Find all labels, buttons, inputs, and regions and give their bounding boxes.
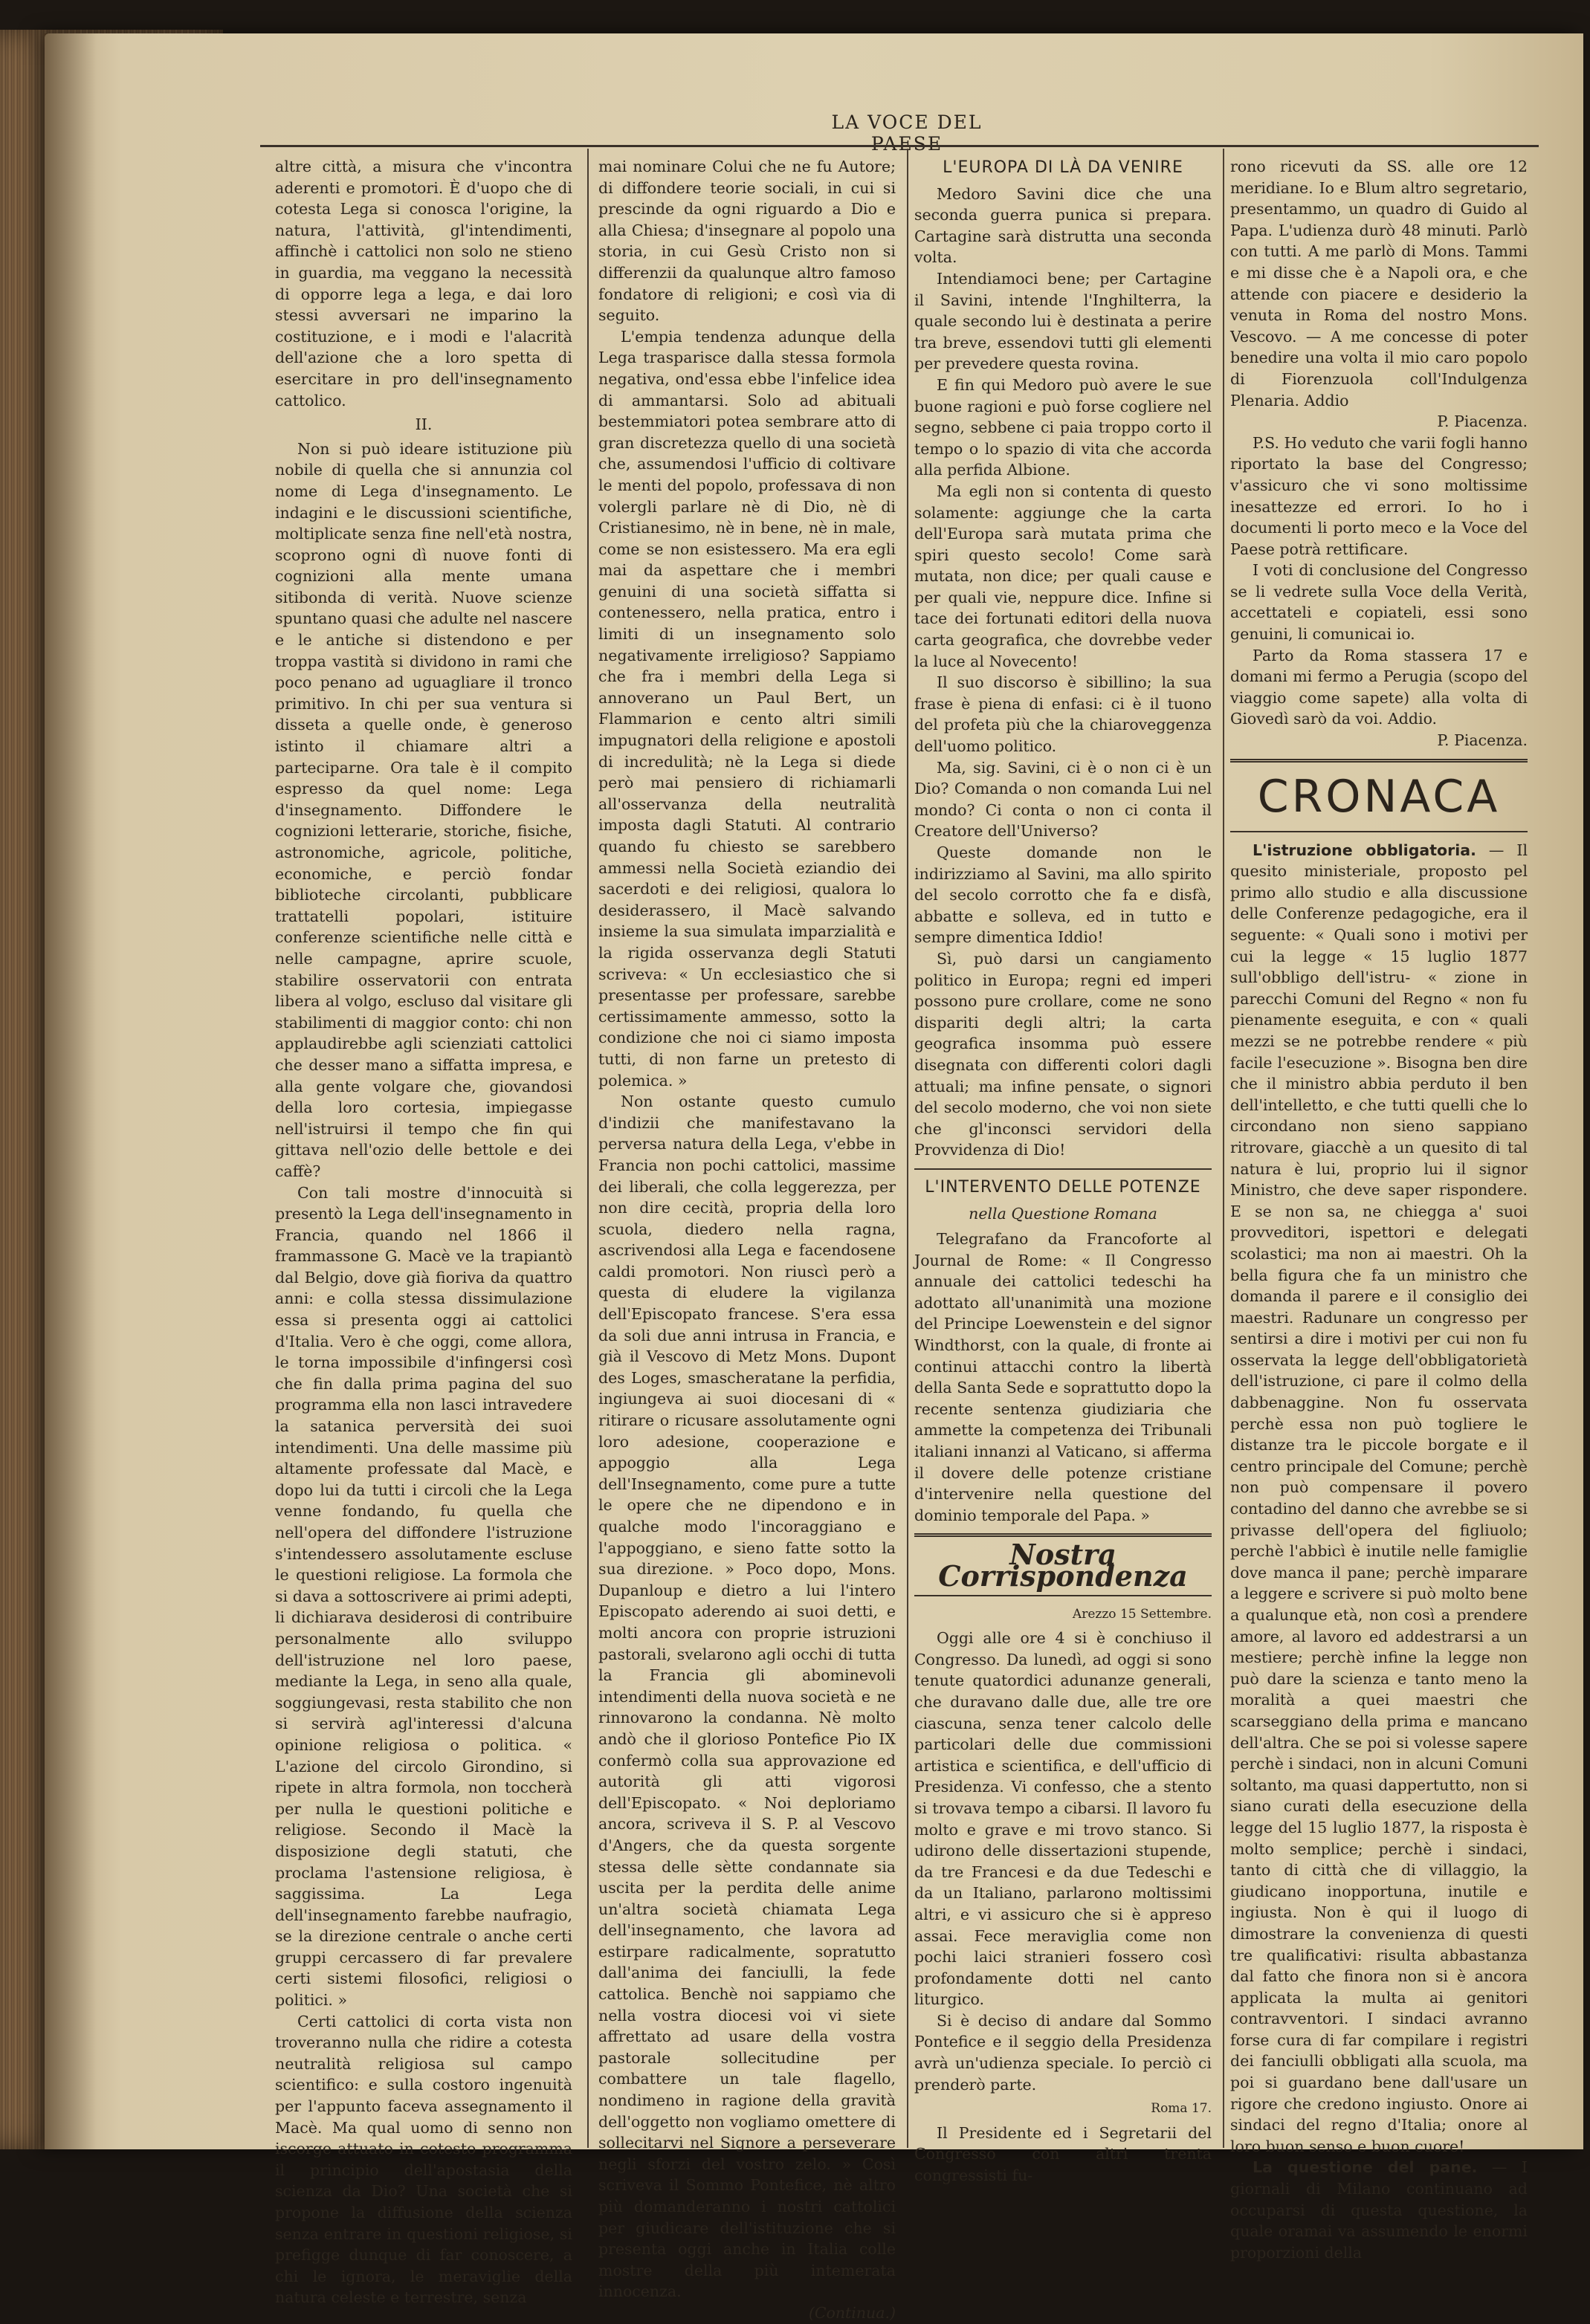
section-number: II. [415,415,433,434]
signature-2: P. Piacenza. [1437,731,1528,750]
europa-paragraph-2: Intendiamoci bene; per Cartagine il Savini, intende l'Inghilterra, la quale secondo lui è destinata a perire tra breve, essendovi tutti gli elementi per prevedere questa rovina. [914,269,1212,373]
col4-paragraph-1: rono ricevuti da SS. alle ore 12 meridiane. Io e Blum altro segretario, presentammo, un quadro di Guido al Papa. L'udienza durò 48 minuti. Parlò con tutti. A me parlò di Mons. Tammi e mi disse che è a Napoli ora, e che attende con piacere e desiderio la venuta in Roma del nostro Mons. Vescovo. — A me concesse di poter benedire una volta il mio caro popolo di Fiorenzuola coll'Indulgenza Plenaria. Addio [1230,158,1528,410]
corrispondenza-paragraph-1: Oggi alle ore 4 si è conchiuso il Congresso. Da lunedì, ad oggi si sono tenute quatordici adunanze generali, che duravano dalle due, alle tre ore ciascuna, senza tener calcolo delle particolari delle due commissioni artistica e scientifica, e dell'ufficio di Presidenza. Vi confesso, che a stento si trovava tempo a cibarsi. Il lavoro fu molto e grave e mi trovo stanco. Si udirono delle dissertazioni stupende, da tre Francesi e da due Tedeschi e da un Italiano, parlarono moltissimi altri, e vi assicuro che si è appreso assai. Fece meraviglia come non pochi laici stranieri fossero così profondamente dotti nel canto liturgico. [914,1629,1212,2009]
column-rule-1 [587,149,589,2148]
cronaca-text-istruzione: — Il quesito ministeriale, proposto pel primo allo studio e alla discussione delle Conferenze pedagogiche, era il seguente: « Quali sono i motivi per cui la legge « 15 luglio 1877 sull'obbligo dell'istru- « zione in parecchi Comuni del Regno « non fu pienamente eseguita, e con « quali mezzi se ne potrebbe rendere « più facile l'esecuzione ». Bisogna ben dire che il ministro abbia perduto il ben dell'intelletto, e che tutti quelli che lo circondano non sieno sappiano ritrovare, giacchè a un quesito di tal natura è lui, proprio lui il signor Ministro, che deve saper rispondere. E se non sa, ne chiegga a' suoi provveditori, ispettori e delegati scolastici; ma non ai maestri. Oh la bella figura che fa un ministro che domanda il parere e il consiglio dei maestri. Radunare un congresso per sentirsi a dire i motivi per cui non fu osservata la legge dell'obbligatorietà dell'istruzione, ci pare il colmo della dabbenaggine. Non fu osservata perchè essa non può togliere le distanze tra le piccole borgate e il centro principale del Comune; perchè non può compensare il povero contadino del danno che avrebbe se si privasse dell'opera del figliuolo; perchè l'abbicì è inutile nelle famiglie dove manca il pane; perchè imparare a leggere e scrivere si può molto bene a qualunque età, non così a prendere amore, al lavoro ed addestrarsi a un mestiere; perchè infine la legge non può dare la scienza e tanto meno la moralità a quei maestri che scarseggiano della prima e mancano dell'altra. Che se poi si volesse sapere perchè i sindaci, non in alcuni Comuni soltanto, ma quasi dappertutto, non si siano curati della esecuzione della legge del 15 luglio 1877, la risposta è molto semplice; perchè i sindaci, tanto di città che di villaggio, la giudicano inopportuna, inutile e ingiusta. Non è qui il luogo di dimostrare la convenienza di questi tre qualificativi: risulta abbastanza dal fatto che finora non si è ancora applicata la multa ai genitori contravventori. I sindaci avranno forse cura di far compilare i registri dei fanciulli obbligati alla scuola, ma poi si guardano bene dall'usare un rigore che credono ingiusto. Onore ai sindaci del regno d'Italia; onore al loro buon senso e buon cuore! [1230,841,1528,2155]
page-header: LA VOCE DEL PAESE [831,111,983,155]
corrispondenza-paragraph-2: Si è deciso di andare dal Sommo Pontefice e il seggio della Presidenza avrà un'udienza speciale. Io perciò ci prenderò parte. [914,2011,1212,2094]
column-2 [598,156,896,2322]
intervento-paragraph-1: Telegrafano da Francoforte al Journal de Rome: « Il Congresso annuale dei cattolici tedeschi ha adottato all'unanimità una mozione del Principe Loewenstein e del signor Windthorst, con la quale, di fronte ai continui attacchi contro la libertà della Santa Sede e soprattutto dopo la recente sentenza giudiziaria che ammette la competenza dei Tribunali italiani innanzi al Vaticano, si afferma il dovere delle potenze cristiane d'intervenire nella questione del dominio temporale del Papa. » [914,1230,1212,1524]
column-3 [914,156,1212,2185]
cronaca-text-pane: — I giornali di Milano continuano ad occuparsi di questa questione, la quale oramai va assumendo le enormi proporzioni della [1230,2158,1528,2262]
col1-paragraph-4: Certi cattolici di corta vista non troveranno nulla che ridire a cotesta neutralità religiosa sul campo scientifico: e sulla costoro ingenuità per l'appunto faceva assegnamento il Macè. Ma qual uomo di senno non iscorge attuato in cotesto programma il principio dell'apostasia della scienza da Dio? Una società che si propone la diffusione della scienza senza entrare in questioni religiose, si prefigge dunque di far conoscere, a chi le ignora, le meraviglie della natura celeste e terrestre, senza [275,2012,572,2307]
europa-paragraph-7: Queste domande non le indirizziamo al Savini, ma allo spirito del secolo corrotto che fa e disfà, abbatte e solleva, ed in tutto e sempre dimentica Iddio! [914,844,1212,947]
article-divider-double [914,1533,1212,1537]
article-subtitle-intervento: nella Questione Romana [969,1204,1157,1223]
cronaca-item-pane [1230,2157,1528,2263]
cronaca-item-istruzione [1230,840,1528,2158]
column-1 [275,156,572,2307]
europa-paragraph-1: Medoro Savini dice che una seconda guerra punica si prepara. Cartagine sarà distrutta una seconda volta. [914,184,1212,267]
header-rule [260,145,1539,147]
col4-paragraph-voti: I voti di conclusione del Congresso se li vedrete sulla Voce della Verità, accettateli e copiateli, essi sono genuini, li comunicai io. [1230,561,1528,644]
europa-paragraph-4: Ma egli non si contenta di questo solamente: aggiunge che la carta dell'Europa sarà mutata prima che spiri questo secolo! Come sarà mutata, non dice; per quali cause e per quali vie, neppure dice. Infine si tace dei fortunati editori della nuova carta geografica, che dovrebbe veder la luce al Novecento! [914,482,1212,670]
col1-paragraph-3: Con tali mostre d'innocuità si presentò la Lega dell'insegnamento in Francia, quando nel 1866 il frammassone G. Macè ve la trapiantò dal Belgio, dove già fioriva da quattro anni: e colla stessa dissimulazione essa si presenta oggi ai cattolici d'Italia. Vero è che oggi, come allora, le torna impossibile d'infingersi così che fin dalla prima pagina del suo programma ella non lasci intravedere la satanica perversità dei suoi intendimenti. Una delle massime più altamente professate dal Macè, e dopo lui da tutti i circoli che la Lega venne fondando, fu quella che nell'opera del diffondere l'istruzione s'intendessero assolutamente escluse le questioni religiose. La formola che si dava a sottoscrivere ai primi adepti, li dichiarava desiderosi di contribuire personalmente allo sviluppo dell'istruzione nel loro paese, mediante la Lega, in seno alla quale, soggiungevasi, resta stabilito che non si servirà agl'interessi d'alcuna opinione religiosa o politica. « L'azione del circolo Girondino, si ripete in altra formola, non toccherà per nulla le questioni politiche e religiose. Secondo il Macè la disposizione degli statuti, che proclama l'astensione religiosa, è saggissima. La Lega dell'insegnamento farebbe naufragio, se la direzione centrale o anche certi gruppi cercassero di far prevalere certi sistemi filosofici, religiosi o politici. » [275,1183,572,2010]
col2-paragraph-1: mai nominare Colui che ne fu Autore; di diffondere teorie sociali, in cui si prescinde da ogni riguardo a Dio e alla Chiesa; d'insegnare al popolo una storia, in cui Gesù Cristo non si differenzii da qualunque altro famoso fondatore di religioni; e così via di seguito. [598,158,896,325]
cronaca-divider [1230,759,1528,763]
article-title-intervento: L'INTERVENTO DELLE POTENZE [925,1177,1201,1197]
europa-paragraph-8: Sì, può darsi un cangiamento politico in Europa; regni ed imperi possono pure crollare, come ne sono dispariti degli altri; la carta geografica insomma può essere disegnata con differenti colori dagli attuali; ma infine pensate, o signori del secolo moderno, che voi non siete che gl'inconsci servidori della Provvidenza di Dio! [914,949,1212,1159]
col1-paragraph-1: altre città, a misura che v'incontra aderenti e promotori. È d'uopo che di cotesta Lega si conosca l'origine, la natura, l'attività, gl'intendimenti, affinchè i cattolici non solo ne stieno in guardia, ma veggano la necessità di opporre lega a lega, e dai loro stessi avversari ne imparino la costituzione, e i modi e l'alacrità dell'azione che a loro spetta di esercitare in pro dell'insegnamento cattolico. [275,158,572,410]
europa-paragraph-3: E fin qui Medoro può avere le sue buone ragioni e può forse cogliere nel segno, sebbene ci paia troppo corto il tempo o lo spazio di vita che accorda alla perfida Albione. [914,375,1212,479]
column-4 [1230,156,1528,2262]
col2-paragraph-2: L'empia tendenza adunque della Lega trasparisce dalla stessa formola negativa, ond'essa ebbe l'infelice idea di ammantarsi. Solo ad abituali bestemmiatori potea sembrare atto di gran discretezza quello di una società che, assumendosi l'ufficio di coltivare le menti del popolo, professava di non volergli parlare nè di Dio, nè di Cristianesimo, nè in bene, nè in male, come se non esistessero. Ma era egli mai da aspettare che i membri genuini di una società siffatta si contenessero, nella pratica, entro i limiti di un insegnamento solo negativamente irreligioso? Sappiamo che fra i membri della Lega si annoverano un Paul Bert, un Flammarion e cento altri simili impugnatori della religione e apostoli di incredulità; nè la Lega si diede però mai pensiero di richiamarli all'osservanza della neutralità imposta dagli Statuti. Al contrario quando fu chiesto se sarebbero ammessi nella Società eziandio dei sacerdoti e dei religiosi, qualora lo desiderassero, il Macè salvando insieme la sua simulata imparzialità e la rigida osservanza degli Statuti scriveva: « Un ecclesiastico che si presentasse per professare, sarebbe certissimamente ammesso, sotto la condizione che noi ci siamo imposta tutti, di non farne un pretesto di polemica. » [598,327,896,1090]
col4-paragraph-parto: Parto da Roma stassera 17 e domani mi fermo a Perugia (scopo del viaggio come sapete) alla volta di Giovedì sarò da voi. Addio. [1230,646,1528,728]
cronaca-lead-istruzione: L'istruzione obbligatoria. [1253,841,1476,859]
page-gutter-shadow [45,33,97,2149]
cronaca-heading: CRONACA [1257,770,1501,823]
article-title-europa: L'EUROPA DI LÀ DA VENIRE [943,158,1183,177]
cronaca-lead-pane: La questione del pane. [1253,2158,1478,2177]
col1-paragraph-2: Non si può ideare istituzione più nobile di quella che si annunzia col nome di Lega d'insegnamento. Le indagini e le discussioni scientifiche, moltiplicate senza fine nell'età nostra, scoprono ogni dì nuove fonti di cognizioni alla mente umana sitibonda di verità. Nuove scienze spuntano quasi che adulte nel nascere e le antiche si distendono e per troppa vastità si dividono in rami che poco penano ad uguagliare il tronco primitivo. In chi per sua ventura si disseta a quelle onde, è generoso istinto il chiamare altri a parteciparne. Ora tale è il compito espresso da quel nome: Lega d'insegnamento. Diffondere le cognizioni letterarie, storiche, fisiche, astronomiche, agricole, politiche, economiche, e perciò fondar biblioteche circolanti, pubblicare trattatelli popolari, istituire conferenze scientifiche nelle città e nelle campagne, aprire scuole, stabilire osservatorii con entrata libera al volgo, escluso dal visitare gli stabilimenti di maggior conto: chi non applaudirebbe agli scienziati cattolici che desser mano a siffatta impresa, e alla gente volgare che, giovandosi della loro cortesia, impiegasse nell'istruirsi il tempo che fin qui gittava nell'ozio delle bettole e dei caffè? [275,439,572,1180]
column-rule-3 [1223,149,1224,2148]
col2-paragraph-3: Non ostante questo cumulo d'indizii che manifestavano la perversa natura della Lega, v'ebbe in Francia non pochi cattolici, massime dei liberali, che colla leggerezza, per non dire cecità, propria della loro scuola, diedero nella ragna, ascrivendosi alla Lega e facendosene caldi promotori. Non riuscì però a questa di eludere la vigilanza dell'Episcopato francese. S'era essa da soli due anni intrusa in Francia, e già il Vescovo di Metz Mons. Dupont des Loges, smascheratane la perfidia, ingiungeva ai suoi diocesani di « ritirare o ricusare assolutamente ogni loro adesione, cooperazione e appoggio alla Lega dell'Insegnamento, come pure a tutte le opere che ne dipendono e in qualche modo l'incoraggiano e l'appoggiano, e sieno fatte sotto la sua direzione. » Poco dopo, Mons. Dupanloup e dietro a lui l'intero Episcopato aderendo ai suoi detti, e molti ancora con proprie istruzioni pastorali, svelarono agli occhi di tutta la Francia gli abominevoli intendimenti della nuova società e ne rinnovarono la condanna. Nè molto andò che il glorioso Pontefice Pio IX confermò colla sua approvazione ed autorità gli atti vigorosi dell'Episcopato. « Noi deploriamo ancora, scriveva il S. P. al Vescovo d'Angers, che da questa sorgente stessa delle sètte condannate sia uscita per la perdita delle anime un'altra società chiamata Lega dell'insegnamento, che lavora ad estirpare radicalmente, sopratutto dall'anima dei fanciulli, la fede cattolica. Benchè noi sappiamo che nella vostra diocesi voi vi siete affrettato ad usare della vostra pastorale sollecitudine per combattere un tale flagello, nondimeno in ragione della gravità dell'oggetto non vogliamo omettere di sollecitarvi nel Signore a perseverare negli sforzi del vostro zelo. » Così scriveva il Sommo Pontefice, nè altro più domanderanno i nostri cattolici per giudicare dell'istituzione che si presenta oggi anche in Italia colle mostre della più intemerata innocenza. [598,1093,896,2301]
europa-paragraph-6: Ma, sig. Savini, ci è o non ci è un Dio? Comanda o non comanda Lui nel mondo? Ci conta o non ci conta il Creatore dell'Universo? [914,758,1212,841]
dateline-arezzo: Arezzo 15 Settembre. [1072,1606,1212,1622]
dateline-roma: Roma 17. [1151,2101,1212,2117]
article-divider [914,1168,1212,1170]
article-divider-corrispondenza [914,1595,1212,1596]
cronaca-rule [1230,831,1528,832]
col4-paragraph-ps: P.S. Ho veduto che varii fogli hanno riportato la base del Congresso; v'assicuro che vi sono moltissime inesattezze ed errori. Io ho i documenti li porto meco e la Voce del Paese potrà rettificare. [1230,433,1528,558]
signature-1: P. Piacenza. [1437,412,1528,431]
column-rule-2 [907,149,908,2148]
article-title-corrispondenza: Nostra Corrispondenza [938,1538,1188,1593]
europa-paragraph-5: Il suo discorso è sibillino; la sua frase è piena di enfasi: ci è il tuono del profeta più che la chiaroveggenza dell'uomo politico. [914,673,1212,756]
corrispondenza-paragraph-3: Il Presidente ed i Segretarii del Congresso con altri trenta congressisti fu- [914,2123,1212,2185]
continua-note: (Continua.) [808,2303,896,2322]
